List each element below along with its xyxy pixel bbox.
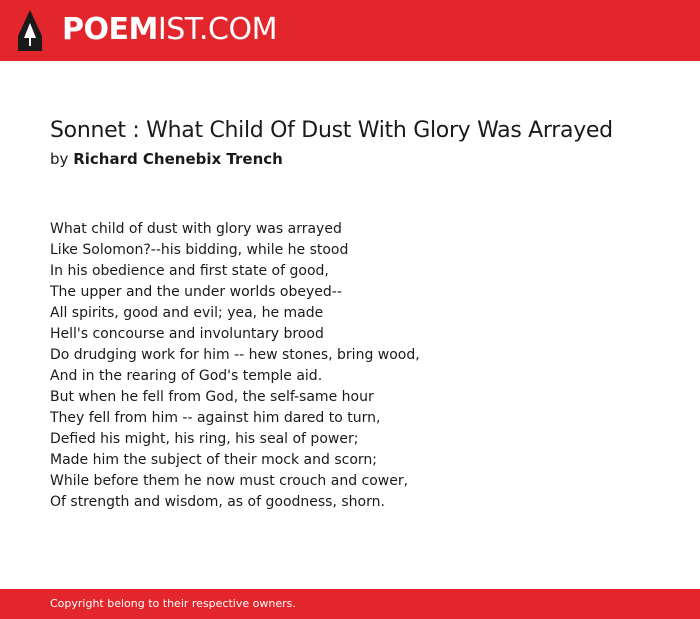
poem-line: And in the rearing of God's temple aid.: [50, 368, 323, 384]
poem-line: Of strength and wisdom, as of goodness, shorn.: [50, 494, 385, 510]
pen-nib-icon[interactable]: [18, 10, 42, 51]
poem-line: Do drudging work for him -- hew stones, bring wood,: [50, 347, 420, 363]
poem-line: All spirits, good and evil; yea, he made: [50, 305, 324, 321]
logo-text-bold: POEM: [62, 12, 158, 47]
poem-byline: [50, 149, 283, 169]
poem-line: Made him the subject of their mock and scorn;: [50, 452, 377, 468]
poem-line: In his obedience and first state of good,: [50, 263, 329, 279]
poem-line: While before them he now must crouch and cower,: [50, 473, 409, 489]
poem-author: Richard Chenebix Trench: [73, 150, 283, 168]
poem-line: Defied his might, his ring, his seal of power;: [50, 431, 359, 447]
poem-title: Sonnet : What Child Of Dust With Glory Was Arrayed: [50, 118, 613, 143]
site-header: [0, 0, 700, 61]
poem-line: Hell's concourse and involuntary brood: [50, 326, 324, 342]
copyright-text: Copyright belong to their respective owners.: [50, 597, 296, 610]
byline-prefix: by: [50, 150, 69, 168]
poem-line: But when he fell from God, the self-same hour: [50, 389, 374, 405]
poem-line: What child of dust with glory was arrayed: [50, 221, 342, 237]
logo-text-light: IST.COM: [157, 12, 277, 47]
site-logo[interactable]: [62, 12, 277, 48]
poem-line: The upper and the under worlds obeyed--: [50, 284, 342, 300]
poem-line: Like Solomon?--his bidding, while he stood: [50, 242, 349, 258]
poem-line: They fell from him -- against him dared to turn,: [50, 410, 381, 426]
site-footer: [0, 589, 700, 619]
poem-body: [50, 219, 650, 513]
